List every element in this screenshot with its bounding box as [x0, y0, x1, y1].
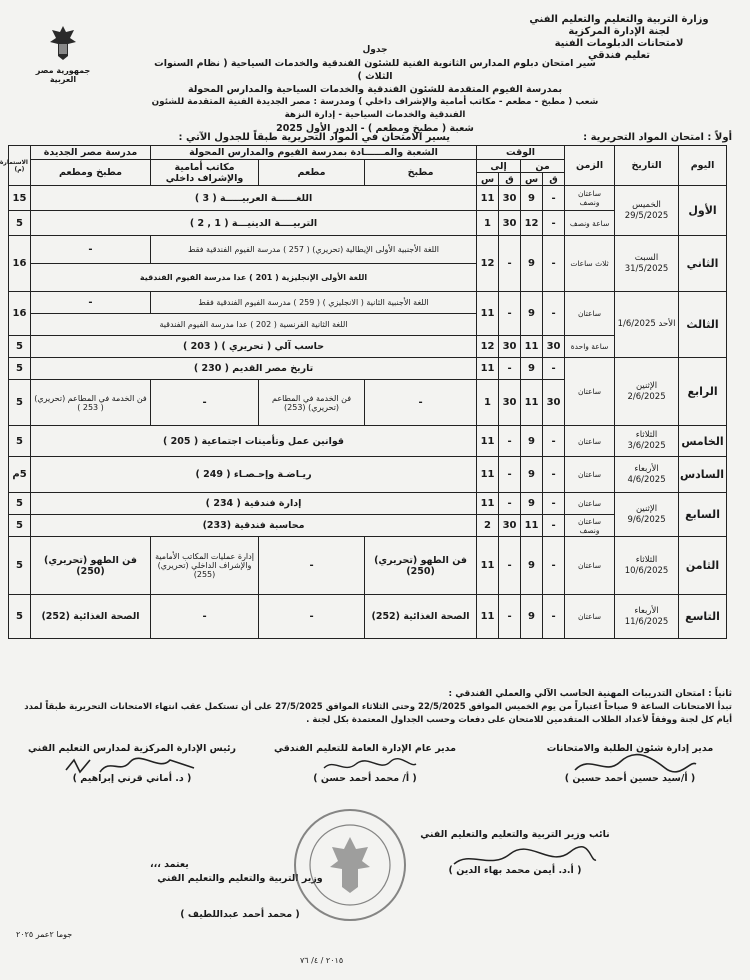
signature-title: نائب وزير التربية والتعليم والتعليم الفني [420, 829, 610, 840]
date-cell: الثلاثاء 10/6/2025 [615, 537, 679, 595]
duration-cell: ساعتان [565, 292, 615, 336]
signature-title: مدير عام الإدارة العامة للتعليم الفندقي [273, 743, 457, 754]
title-line: شعبة ( مطبخ ومطعم ) - الدور الأول 2025 [276, 123, 474, 134]
date-cell: السبت 31/5/2025 [615, 236, 679, 292]
header-to-h: س [477, 173, 499, 186]
date-cell: الأربعاء 11/6/2025 [615, 595, 679, 639]
date-cell: الثلاثاء 3/6/2025 [615, 426, 679, 457]
footer-note: جوما ٢عمر ٢٠٢٥ [16, 930, 73, 939]
to-h-cell: 11 [477, 426, 499, 457]
day-cell: السابع [679, 493, 727, 537]
duration-cell: ساعتان [565, 358, 615, 426]
from-h-cell: 9 [521, 426, 543, 457]
to-m-cell: 30 [499, 380, 521, 426]
to-h-cell: 12 [477, 236, 499, 292]
signature-title: رئيس الإدارة المركزية لمدارس التعليم الفني [28, 743, 236, 754]
day-cell: الأول [679, 186, 727, 236]
from-h-cell: 11 [521, 515, 543, 537]
to-h-cell: 11 [477, 292, 499, 336]
exam-table [0, 145, 727, 639]
subject-cell-a: اللغة الأجنبية الثانية ( الانجليزي ) ( 259 ) مدرسة الفيوم الفندقية فقط [151, 292, 477, 314]
header-to-m: ق [499, 173, 521, 186]
header-restaurant: مطعم [259, 160, 365, 186]
date-cell: الإثنين 2/6/2025 [615, 358, 679, 426]
from-h-cell: 11 [521, 336, 543, 358]
handwritten-signature-icon [570, 752, 700, 778]
side-cell: 16 [9, 292, 31, 336]
from-m-cell: 30 [543, 336, 565, 358]
subject-cell-b: اللغة الأولى الإنجليزية ( 201 ) عدا مدرسة الفيوم الفندقية [31, 264, 477, 292]
from-m-cell: - [543, 292, 565, 336]
from-m-cell: - [543, 236, 565, 292]
title-line: شعب ( مطبخ - مطعم - مكاتب أمامية والإشراف داخلي ) ومدرسة : مصر الجديدة الفنية المتقدمة للشئون الفندقية والخدمات السياحية - إدارة النزهة [151, 97, 599, 120]
official-seal-icon [290, 805, 410, 925]
side-cell: 15 [9, 186, 31, 211]
table-row [9, 186, 727, 211]
title-line: سير امتحان دبلوم المدارس الثانوية الفنية للشئون الفندقية والخدمات السياحية ( نظام السنوات الثلاث ) [154, 58, 596, 82]
side-cell: 5 [9, 493, 31, 515]
side-cell: 5م [9, 457, 31, 493]
from-h-cell: 11 [521, 380, 543, 426]
day-cell: السادس [679, 457, 727, 493]
to-m-cell: 30 [499, 515, 521, 537]
signature-name: ( أ/ محمد أحمد حسن ) [313, 773, 417, 784]
subject-cell: إدارة فندقية ( 234 ) [31, 493, 477, 515]
to-h-cell: 11 [477, 186, 499, 211]
header-from-m: ق [543, 173, 565, 186]
date-cell: الخميس 29/5/2025 [615, 186, 679, 236]
handwritten-signature-icon [320, 754, 420, 776]
side-cell: 5 [9, 537, 31, 595]
kitchen-cell: - [365, 380, 477, 426]
table-row [9, 595, 727, 639]
to-m-cell: - [499, 457, 521, 493]
header-new-cairo: مدرسة مصر الجديدة [31, 146, 151, 160]
header-minutes: الاستمارة (م) [9, 146, 31, 186]
date-cell: الإثنين 9/6/2025 [615, 493, 679, 537]
footer-number: ٢٠١٥ / ٤/ ٧٦ [300, 956, 344, 965]
subject-cell: اللغــــــة العربيـــــة ( 3 ) [31, 186, 477, 211]
header-branch-subject: الشعبة والمــــــادة بمدرسة الفيوم والمدارس المحولة [151, 146, 477, 160]
from-h-cell: 9 [521, 358, 543, 380]
from-h-cell: 9 [521, 493, 543, 515]
day-cell: الثالث [679, 292, 727, 358]
signature-name: ( أ.د. أيمن محمد بهاء الدين ) [448, 865, 582, 876]
to-m-cell: - [499, 358, 521, 380]
table-row [9, 358, 727, 380]
duration-cell: ساعتان ونصف [565, 186, 615, 211]
handwritten-signature-icon [60, 754, 200, 778]
notes-section [12, 688, 732, 727]
header-duration: الزمن [565, 146, 615, 186]
from-m-cell: 30 [543, 380, 565, 426]
signature-name: ( محمد أحمد عبداللطيف ) [180, 909, 300, 920]
from-m-cell: - [543, 515, 565, 537]
table-row [9, 537, 727, 595]
from-h-cell: 9 [521, 292, 543, 336]
to-h-cell: 11 [477, 358, 499, 380]
note-line: أيام كل لجنة ووفقاً لأعداد الطلاب المتقدمين للامتحان على دفعات وحسب الجداول المعتمدة بكل لجنة . [306, 715, 732, 725]
day-cell: الثامن [679, 537, 727, 595]
duration-cell: ساعتان [565, 457, 615, 493]
duration-cell: ساعتان ونصف [565, 515, 615, 537]
to-h-cell: 11 [477, 493, 499, 515]
header-time: الوقت [477, 146, 565, 160]
subject-cell: حاسب آلي ( تحريري ) ( 203 ) [31, 336, 477, 358]
from-m-cell: - [543, 358, 565, 380]
ministry-line: تعليم فندقي [588, 50, 650, 61]
front-office-cell: إدارة عمليات المكاتب الأمامية والإشراف الداخلي (تحريري) (255) [151, 537, 259, 595]
side-cell: 5 [9, 336, 31, 358]
header-kitchen-restaurant: مطبخ ومطعم [31, 160, 151, 186]
new-cairo-cell: فن الطهو (تحريري) (250) [31, 537, 151, 595]
date-cell: الأربعاء 4/6/2025 [615, 457, 679, 493]
republic-label: جمهورية مصر العربية [35, 66, 91, 84]
subject-cell: تاريخ مصر القديم ( 230 ) [31, 358, 477, 380]
to-m-cell: - [499, 292, 521, 336]
section-one-label: أولاً : امتحان المواد التحريرية : [583, 132, 732, 143]
restaurant-cell: فن الخدمة في المطاعم (تحريري) (253) [259, 380, 365, 426]
subject-cell: محاسبة فندقية (233) [31, 515, 477, 537]
new-cairo-cell: الصحة الغذائية (252) [31, 595, 151, 639]
subject-cell-a: اللغة الأجنبية الأولى الإيطالية (تحريري) ( 257 ) مدرسة الفيوم الفندقية فقط [151, 236, 477, 264]
to-h-cell: 2 [477, 515, 499, 537]
signature-title: وزير التربية والتعليم والتعليم الفني [157, 873, 323, 884]
note-line: تبدأ الامتحانات الساعة 9 صباحاً اعتباراً من يوم الخميس الموافق 22/5/2025 وحتى الثلاثاء الموافق 27/5/2025 على أن تستكمل عقب انتهاء الامتحانات التحريرية طبقاً لمدد [24, 702, 732, 712]
side-cell: 5 [9, 358, 31, 380]
to-m-cell: - [499, 537, 521, 595]
date-cell: الأحد 1/6/2025 [615, 292, 679, 358]
subject-cell: ريـاضـة وإحـصـاء ( 249 ) [31, 457, 477, 493]
republic-emblem-block [28, 22, 98, 84]
from-h-cell: 9 [521, 537, 543, 595]
table-row [9, 426, 727, 457]
signature-name: ( أ/سيد حسين أحمد حسين ) [564, 773, 696, 784]
duration-cell: ثلاث ساعات [565, 236, 615, 292]
from-h-cell: 9 [521, 457, 543, 493]
from-h-cell: 9 [521, 595, 543, 639]
duration-cell: ساعتان [565, 426, 615, 457]
kitchen-cell: فن الطهو (تحريري) (250) [365, 537, 477, 595]
to-m-cell: - [499, 236, 521, 292]
day-cell: الخامس [679, 426, 727, 457]
kitchen-cell: الصحة الغذائية (252) [365, 595, 477, 639]
to-m-cell: - [499, 426, 521, 457]
from-m-cell: - [543, 493, 565, 515]
table-row [9, 457, 727, 493]
side-cell: 5 [9, 515, 31, 537]
signature-pre: يعتمد ،،، [150, 859, 189, 870]
duration-cell: ساعة واحدة [565, 336, 615, 358]
new-cairo-cell: - [31, 292, 151, 314]
to-h-cell: 1 [477, 211, 499, 236]
from-m-cell: - [543, 457, 565, 493]
to-m-cell: 30 [499, 211, 521, 236]
day-cell: الرابع [679, 358, 727, 426]
to-m-cell: 30 [499, 186, 521, 211]
side-cell: 16 [9, 236, 31, 292]
subject-cell: قوانين عمل وتأمينات اجتماعية ( 205 ) [31, 426, 477, 457]
header-to: إلى [477, 160, 521, 173]
side-cell: 5 [9, 595, 31, 639]
header-from: من [521, 160, 565, 173]
front-office-cell: - [151, 380, 259, 426]
new-cairo-cell: فن الخدمة في المطاعم (تحريري) ( 253 ) [31, 380, 151, 426]
to-m-cell: - [499, 493, 521, 515]
header-from-h: س [521, 173, 543, 186]
from-m-cell: - [543, 426, 565, 457]
from-h-cell: 12 [521, 211, 543, 236]
document-title [150, 44, 600, 135]
day-cell: الثاني [679, 236, 727, 292]
section-one-note: يسير الامتحان في المواد التحريرية طبقاً للجدول الآتي : [178, 132, 450, 143]
subject-cell: التربيــــة الدينيـــة ( 1 , 2 ) [31, 211, 477, 236]
from-m-cell: - [543, 595, 565, 639]
to-h-cell: 11 [477, 595, 499, 639]
eagle-emblem-icon [46, 22, 80, 62]
subject-cell-b: اللغة الثانية الفرنسية ( 202 ) عدا مدرسة الفيوم الفندقية [31, 314, 477, 336]
to-m-cell: - [499, 595, 521, 639]
front-office-cell: - [151, 595, 259, 639]
ministry-line: لجنة الإدارة المركزية [568, 26, 670, 37]
duration-cell: ساعتان [565, 595, 615, 639]
ministry-line: وزارة التربية والتعليم والتعليم الفني [529, 14, 709, 25]
duration-cell: ساعتان [565, 537, 615, 595]
day-cell: التاسع [679, 595, 727, 639]
side-cell: 5 [9, 426, 31, 457]
ministry-line: لامتحانات الدبلومات الفنية [554, 38, 684, 49]
duration-cell: ساعتان [565, 493, 615, 515]
from-h-cell: 9 [521, 186, 543, 211]
header-front-office: مكاتب أمامية والإشراف داخلي [151, 160, 259, 186]
handwritten-signature-icon [450, 846, 600, 872]
restaurant-cell: - [259, 537, 365, 595]
header-day: اليوم [679, 146, 727, 186]
from-m-cell: - [543, 186, 565, 211]
restaurant-cell: - [259, 595, 365, 639]
to-h-cell: 11 [477, 537, 499, 595]
header-date: التاريخ [615, 146, 679, 186]
new-cairo-cell: - [31, 236, 151, 264]
from-m-cell: - [543, 211, 565, 236]
to-h-cell: 12 [477, 336, 499, 358]
signature-name: ( د. أماني قرني إبراهيم ) [72, 773, 192, 784]
signature-title: مدير إدارة شئون الطلبة والامتحانات [546, 743, 714, 754]
to-h-cell: 1 [477, 380, 499, 426]
side-cell: 5 [9, 380, 31, 426]
from-m-cell: - [543, 537, 565, 595]
table-row [9, 493, 727, 515]
to-m-cell: 30 [499, 336, 521, 358]
from-h-cell: 9 [521, 236, 543, 292]
title-line: جدول [362, 45, 388, 55]
side-cell: 5 [9, 211, 31, 236]
table-row [9, 236, 727, 264]
title-line: بمدرسة الفيوم المتقدمة للشئون الفندقية والخدمات السياحية والمدارس المحولة [187, 84, 563, 95]
header-kitchen: مطبخ [365, 160, 477, 186]
note-line: ثانياً : امتحان التدريبات المهنية الحاسب الآلي والعملي الفندقي : [448, 689, 732, 699]
to-h-cell: 11 [477, 457, 499, 493]
table-row [9, 292, 727, 314]
duration-cell: ساعة ونصف [565, 211, 615, 236]
